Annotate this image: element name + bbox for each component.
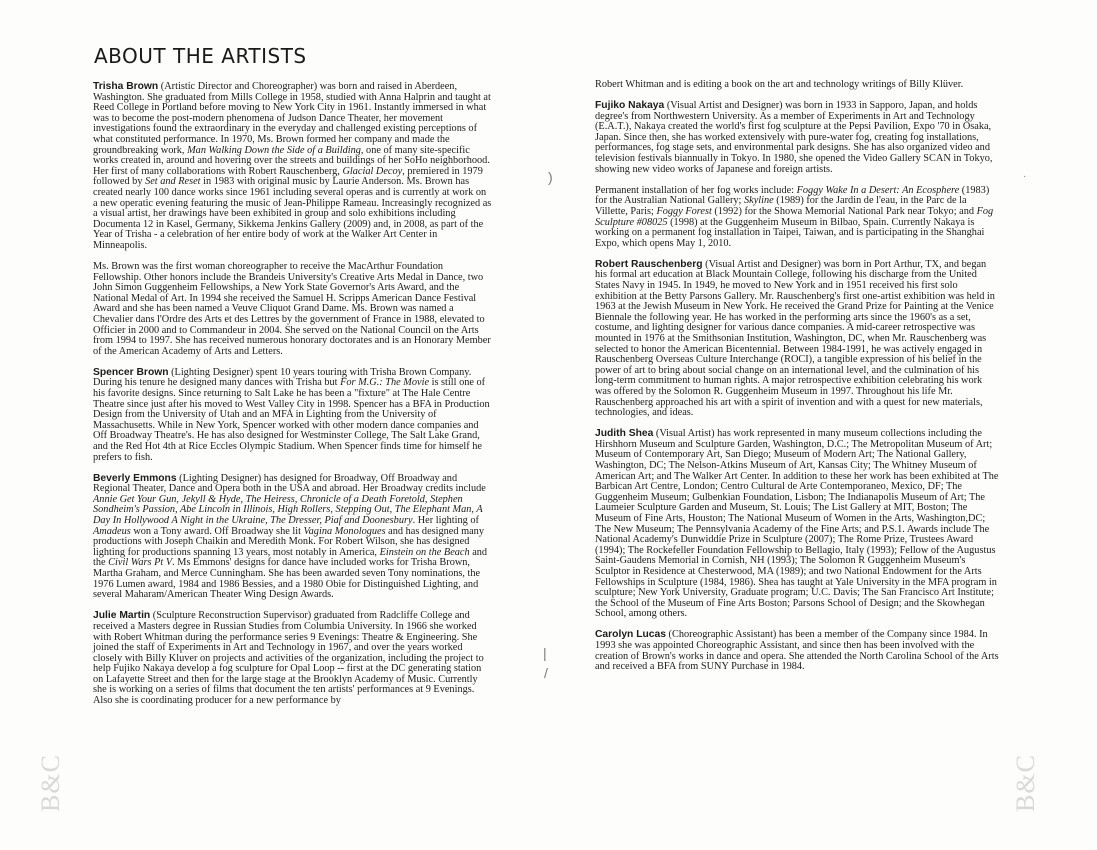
- bio-text: was born in Port Arthur, TX, and began his formal art education at Black Mountain College, following his discharge from the United States Navy in 1945. In 1949, he moved to New York and in 1951 received his first solo exhibition at the Betty Parsons Gallery. Mr. Rauschenberg's first one-artist exhibition was held in 1963 at the Jewish Museum in New York. He received the Grand Prize for Painting at the Venice Biennale the following year. He has worked in the performing arts since the 1960's as a set, costume, and lighting designer for various dance companies. A mid-career retrospective was mounted in 1976 at the Smithsonian Institution, Washington, DC, when Mr. Rauschenberg was selected to honor the American Bicentennial. Between 1984-1991, he was actively engaged in Rauschenberg Overseas Culture Interchange (ROCI), a tangible expression of his belief in the power of art to bring about social change on an international level, and the culmination of his long-term commitment to human rights. A major retrospective exhibition celebrating his work was offered by the Solomon R. Guggenheim Museum in 1997. Throughout his life Mr. Rauschenberg approached his art with a spirit of invention and with a quest for new materials, technologies, and ideas.: [595, 258, 995, 419]
- binding-mark-top: ): [548, 169, 553, 185]
- artist-role: (Visual Artist and Designer): [664, 100, 783, 112]
- bio-text: Ms. Brown was the first woman choreographer to receive the MacArthur Foundation Fellowship. Other honors include the Brandeis University's Creative Arts Medal in Dance, two John Simon Guggenheim Fellowships, a New York State Governor's Arts Award, and the National Medal of Art. In 1994 she received the Samuel H. Scripps American Dance Festival Award and she has been named a Veuve Cliquot Grand Dame. Ms. Brown was named a Chevalier dans l'Ordre des Arts et des Lettres by the government of France in 1988, elevated to Officier in 2000 and to Commandeur in 2004. She served on the National Council on the Arts from 1994 to 1997. She has received numerous honorary doctorates and is an Honorary Member of the American Academy of Arts and Letters.: [93, 261, 491, 357]
- bio-text: (1983) for the Australian National Gallery;: [595, 184, 990, 207]
- work-title: Vagina Monologues: [303, 525, 386, 537]
- bio-text: has been a member of the Company since 1984. In 1993 she was appointed Choreographic Assistant, and since then has been involved with the creation of Brown's works in dance and opera. She attended the North Carolina School of the Arts and received a BFA from SUNY Purchase in 1984.: [595, 629, 999, 673]
- bio-text: and the: [93, 546, 488, 569]
- artist-name: Trisha Brown: [93, 81, 159, 92]
- binding-mark-lower-2: /: [544, 665, 548, 681]
- bio-text: , one of many site-specific works created in, around and hovering over the streets and buildings of her SoHo neighborhood. Her first of many collaborations with Robert Rauschenberg,: [93, 144, 490, 177]
- artist-name: Beverly Emmons: [93, 472, 177, 484]
- bio-paragraph: [93, 82, 493, 252]
- bc-logo-left: B&C: [36, 754, 65, 812]
- bio-paragraph: [93, 474, 493, 601]
- work-title: Amadeus: [93, 525, 131, 537]
- work-title: For M.G.: The Movie: [340, 377, 430, 389]
- bio-text: won a Tony award. Off Broadway she lit: [130, 525, 304, 537]
- artist-role: (Visual Artist and Designer): [702, 258, 821, 270]
- work-title: Skyline: [743, 195, 774, 207]
- edge-mark-right: ·: [1023, 171, 1027, 182]
- work-title: Glacial Decoy: [342, 165, 403, 177]
- work-title: Man Walking Down the Side of a Building: [187, 144, 361, 156]
- bio-text: graduated from Radcliffe College and received a Masters degree in Russian Studies from Columbia University. In 1966 she worked with Robert Whitman during the performance series 9 Evenings: Theatre & Engineering. She joined the staff of Experiments in Art and Technology in 1967, and over the years worked closely with Billy Kluver on projects and activities of the organization, including the project to help Fujiko Nakaya develop a fog sculpture for Opal Loop -- first at the DC generating station on Lafayette Street and then for the large stage at the Brooklyn Academy of Music. Currently she is working on a series of films that document the ten artists' performances at 9 Evenings. Also she is coordinating producer for a new performance by: [93, 610, 484, 707]
- bio-paragraph: [93, 368, 493, 463]
- bio-text: (1998) at the Guggenheim Museum in Bilbao, Spain. Currently Nakaya is working on a permanent fog installation in Taipei, Taiwan, and is participating in the Shanghai Expo, which opens May 1, 2010.: [595, 216, 985, 249]
- right-column: [595, 80, 1000, 683]
- artist-name: Spencer Brown: [93, 366, 169, 378]
- bio-text: Permanent installation of her fog works include:: [595, 184, 797, 196]
- bio-text: was born in 1933 in Sapporo, Japan, and holds degree's from Northwestern University. As a member of Experiments in Art and Technology (E.A.T.), Nakaya created the world's first fog sculpture at the Pepsi Pavilion, Expo '70 in Osaka, Japan. Since then, she has worked extensively with pure-water fog, creating fog installations, performances, fog stage sets, and environmental park designs. She has also organized video and television festivals biannually in Tokyo. In 1980, she opened the Video Gallery SCAN in Tokyo, showing new video works of Japanese and foreign artists.: [595, 100, 993, 175]
- bio-text: , premiered in 1979 followed by: [93, 165, 483, 188]
- bc-logo-right: B&C: [1011, 754, 1040, 812]
- bio-text: in 1983 with original music by Laurie Anderson. Ms. Brown has created nearly 100 dance works since 1961 including several operas and is currently at work on a new operatic evening featuring the music of Jean-Philippe Rameau. Increasingly recognized as a visual artist, her drawings have been exhibited in group and solo exhibitions including Documenta 12 in Kasel, Germany, Sikkema Jenkins Gallery (2009) and, in 2008, as part of the Year of Trisha - a celebration of her entire body of work at the Walker Art Center in Minneapolis.: [93, 176, 492, 251]
- work-title: Fog Sculpture #08025: [595, 205, 994, 228]
- bio-text: . Ms Emmons' designs for dance have included works for Trisha Brown, Martha Graham, and Merce Cunningham. She has been awarded seven Tony nominations, the 1976 Lumen award, 1984 and 1986 Bessies, and a 1980 Obie for Distinguished Lighting, and several Maharam/American Theater Wing Design Awards.: [93, 557, 481, 601]
- bio-text: . Her lighting of: [412, 515, 479, 527]
- artist-name: Fujiko Nakaya: [595, 100, 665, 112]
- bio-text: is still one of his favorite designs. Since returning to Salt Lake he has been a "fixture" at The Hale Centre Theatre since just after his moved to West Valley City in 1998. Spencer has a BFA in Production Design from the University of Utah and an MFA in Lighting from the University of Massachusetts. While in New York, Spencer worked with other modern dance companies and Off Broadway Theatre's. He has also designed for Westminster College, The Salt Lake Grand, and the Red Hot 4th at Rice Eccles Olympic Stadium. When Spencer finds time for himself he prefers to fish.: [93, 377, 490, 463]
- artist-name: Judith Shea: [595, 428, 654, 440]
- bio-text: (1989) for the Jardin de l'eau, in the Parc de la Villette, Paris;: [595, 195, 967, 217]
- artist-name: Carolyn Lucas: [595, 629, 666, 641]
- bio-paragraph: [93, 611, 493, 706]
- artist-role: (Lighting Designer): [176, 472, 262, 484]
- bio-text: has designed for Broadway, Off Broadway and Regional Theater, Dance and Opera both in the USA and abroad. Her Broadway credits include: [93, 472, 486, 495]
- artist-role: (Visual Artist): [653, 428, 715, 440]
- bio-text: spent 10 years touring with Trisha Brown Company. During his tenure he designed many dances with Trisha but: [93, 366, 472, 389]
- work-title: Foggy Forest: [656, 205, 712, 217]
- work-title: Einstein on the Beach: [379, 546, 470, 558]
- artist-role: (Sculpture Reconstruction Supervisor): [150, 610, 312, 622]
- bio-paragraph: [595, 101, 1000, 175]
- work-title: Civil Wars Pt V: [108, 557, 173, 569]
- artist-name: Robert Rauschenberg: [595, 258, 703, 270]
- bio-paragraph: [595, 429, 1000, 620]
- bio-text: (1992) for the Showa Memorial National Park near Tokyo; and: [711, 205, 977, 217]
- work-title: Set and Reset: [145, 176, 201, 188]
- work-title: Annie Get Your Gun, Jekyll & Hyde, The Heiress, Chronicle of a Death Foretold, Stephen Sondheim's Passion, Abe Lincoln in Illinois, High Rollers, Stepping Out, The Elephant Man, A Day In Hollywood A Night in the Ukraine, The Dresser, Piaf and Doonesbury: [93, 493, 483, 527]
- page-title: ABOUT THE ARTISTS: [94, 44, 307, 68]
- bio-paragraph: [595, 630, 1000, 672]
- bio-text: was born and raised in Aberdeen, Washington. She graduated from Mills College in 1958, studied with Anna Halprin and taught at Reed College in Portland before moving to New York City in 1961. Instantly immersed in what was to become the post-modern phenomena of Judson Dance Theater, her movement investigations found the extraordinary in the everyday and challenged existing perceptions of what constituted performance. In 1970, Ms. Brown formed her company and made the groundbreaking work,: [93, 81, 491, 156]
- left-column: [93, 82, 493, 717]
- bio-text: and has designed many productions with Joseph Chaikin and Meredith Monk. For Robert Wilson, she has designed lighting for productions spanning 13 years, most notably in America,: [93, 525, 484, 558]
- bio-text: Robert Whitman and is editing a book on the art and technology writings of Billy Klüver.: [595, 79, 964, 90]
- work-title: Foggy Wake In a Desert: An Ecosphere: [796, 184, 960, 196]
- artist-name: Julie Martin: [93, 610, 151, 622]
- binding-mark-lower: |: [543, 645, 547, 661]
- bio-continuation: [595, 80, 1000, 91]
- bio-paragraph: [595, 260, 1000, 419]
- artist-role: (Choreographic Assistant): [665, 629, 777, 641]
- bio-continuation: [93, 262, 493, 357]
- bio-text: has work represented in many museum collections including the Hirshhorn Museum and Sculpture Garden, Washington, D.C.; The Metropolitan Museum of Art; Museum of Contemporary Art, San Diego; Museum of Modern Art; The National Gallery, Washington, DC; The Nelson-Atkins Museum of Art, Kansas City; The Whitney Museum of American Art; and The Walker Art Center. In addition to these her work has been exhibited at The Barbican Art Centre, London; Centro Cultural de Arte Contemporaneo, Mexico, DF; The Guggenheim Museum; Gulbenkian Foundation, Lisbon; The Indianapolis Museum of Art; The Laumeier Sculpture Garden and Museum, St. Louis; The List Gallery at MIT, Boston; The Museum of Fine Arts, Houston; The National Museum of Women in the Arts, Washington,DC; The New Museum; The Pennsylvania Academy of the Fine Arts; and P.S.1. Awards include The National Academy's Dunwiddie Prize in Sculpture (2007); The Rome Prize, Trustees Award (1994); The Rockefeller Foundation Fellowship to Bellagio, Italy (1993); Fellow of the Augustus Saint-Gaudens Memorial in Cornish, NH (1993); The Solomon R Guggenheim Museum's Sculptor in Residence at Chesterwood, MA (1989); and two National Endowment for the Arts Fellowships in Sculpture (1984, 1986). Shea has taught at Yale University in the MFA program in sculpture; New York University, Graduate program; U.C. Davis; The San Francisco Art Institute; the School of the Museum of Fine Arts Boston; Parsons School of Design; and the Skowhegan School, among others.: [595, 428, 999, 620]
- bio-continuation: [595, 186, 1000, 250]
- artist-role: (Lighting Designer): [168, 366, 254, 378]
- artist-role: (Artistic Director and Choreographer): [158, 81, 318, 92]
